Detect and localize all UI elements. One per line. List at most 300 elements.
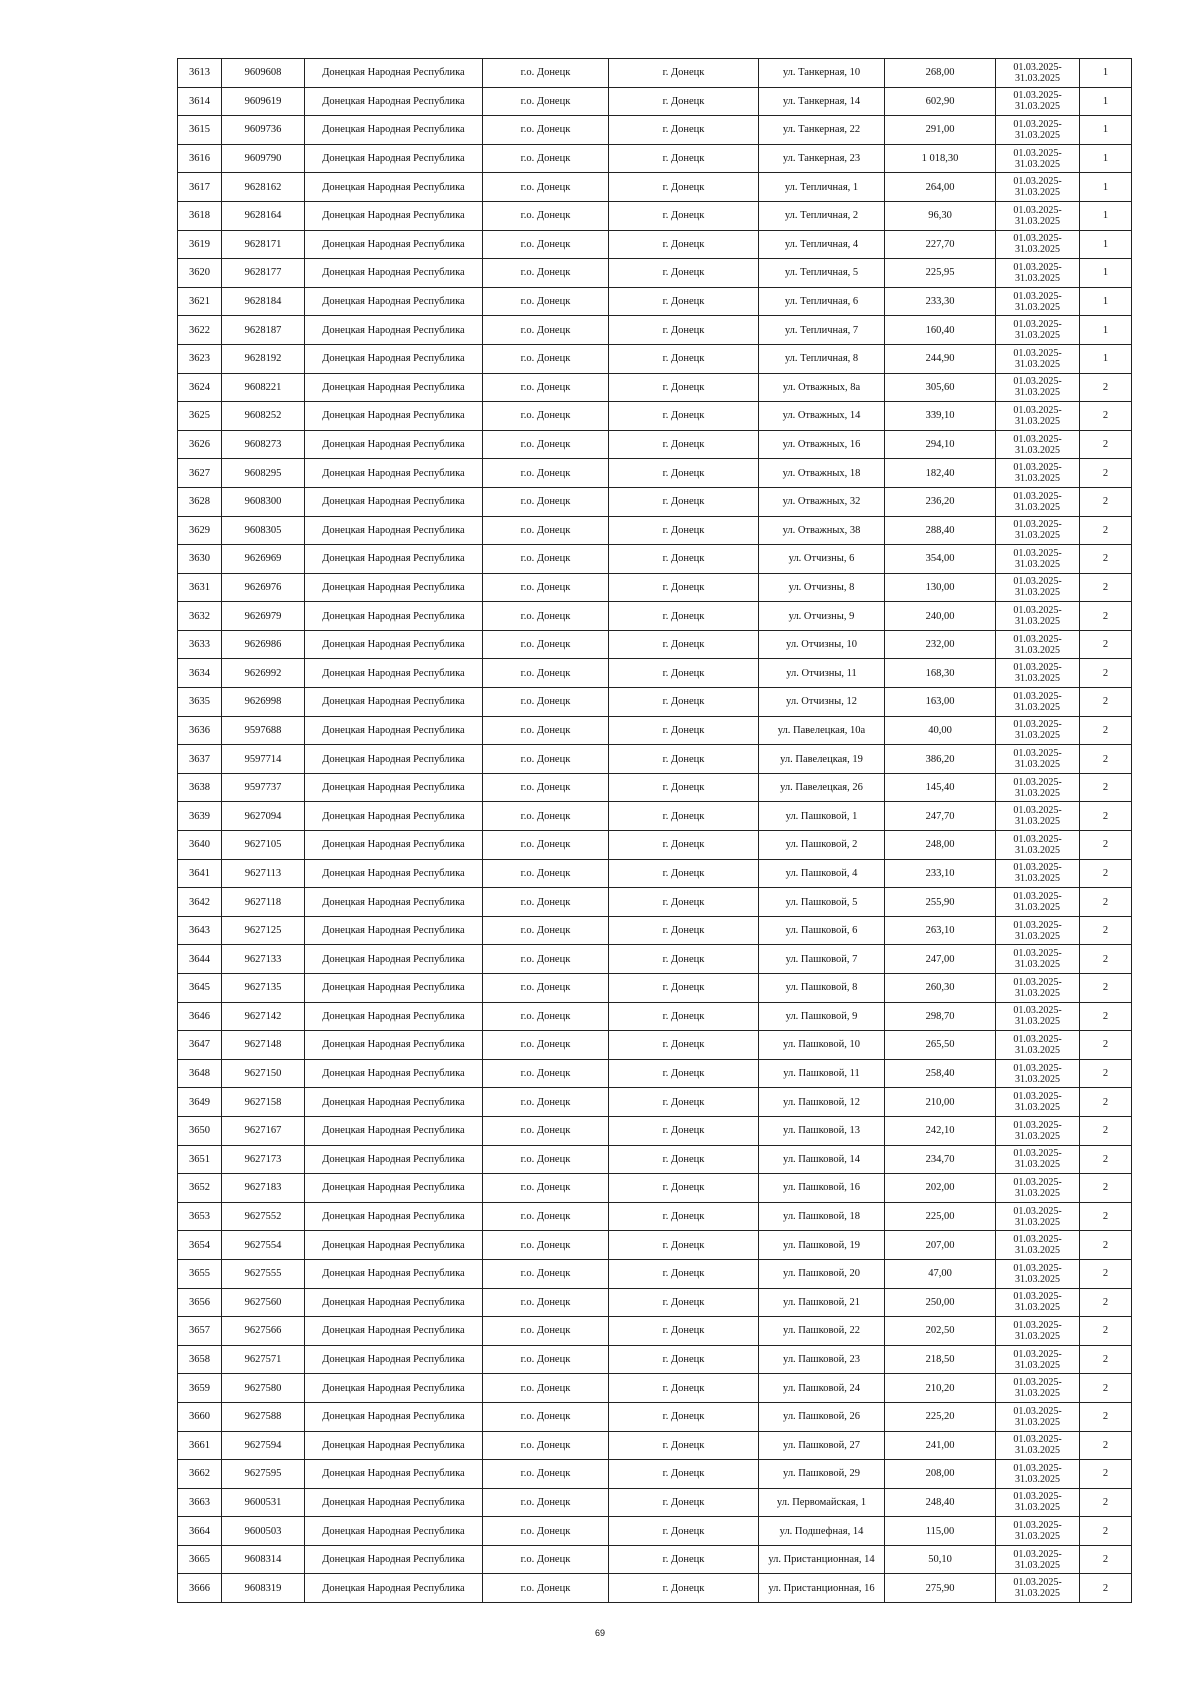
city-cell: г. Донецк (609, 230, 759, 259)
row-number-cell: 3647 (178, 1031, 222, 1060)
object-id-cell: 9608221 (222, 373, 305, 402)
address-cell: ул. Пашковой, 13 (759, 1116, 885, 1145)
row-number-cell: 3657 (178, 1317, 222, 1346)
row-number-cell: 3615 (178, 116, 222, 145)
period-cell (996, 1517, 1080, 1546)
table-row (178, 716, 1132, 745)
address-cell: ул. Отважных, 18 (759, 459, 885, 488)
object-id-cell: 9627135 (222, 974, 305, 1003)
category-cell: 1 (1080, 59, 1132, 88)
address-cell: ул. Пристанционная, 16 (759, 1574, 885, 1603)
address-cell: ул. Пашковой, 10 (759, 1031, 885, 1060)
address-cell: ул. Отважных, 16 (759, 430, 885, 459)
municipal-district-cell: г.о. Донецк (483, 773, 609, 802)
region-cell: Донецкая Народная Республика (305, 716, 483, 745)
area-cell: 602,90 (885, 87, 996, 116)
municipal-district-cell: г.о. Донецк (483, 573, 609, 602)
period-start: 01.03.2025- (1013, 547, 1062, 559)
period-cell (996, 573, 1080, 602)
municipal-district-cell: г.о. Донецк (483, 888, 609, 917)
period-end: 31.03.2025 (1015, 358, 1060, 370)
address-cell: ул. Пашковой, 29 (759, 1460, 885, 1489)
row-number-cell: 3621 (178, 287, 222, 316)
object-id-cell: 9628192 (222, 344, 305, 373)
region-cell: Донецкая Народная Республика (305, 1231, 483, 1260)
category-cell: 2 (1080, 802, 1132, 831)
object-id-cell: 9597688 (222, 716, 305, 745)
object-id-cell: 9609619 (222, 87, 305, 116)
city-cell: г. Донецк (609, 688, 759, 717)
city-cell: г. Донецк (609, 1374, 759, 1403)
row-number-cell: 3658 (178, 1345, 222, 1374)
row-number-cell: 3622 (178, 316, 222, 345)
category-cell: 2 (1080, 974, 1132, 1003)
city-cell: г. Донецк (609, 59, 759, 88)
area-cell: 241,00 (885, 1431, 996, 1460)
area-cell: 294,10 (885, 430, 996, 459)
table-row (178, 1517, 1132, 1546)
object-id-cell: 9627554 (222, 1231, 305, 1260)
municipal-district-cell: г.о. Донецк (483, 1031, 609, 1060)
city-cell: г. Донецк (609, 716, 759, 745)
period-cell (996, 430, 1080, 459)
period-cell (996, 1259, 1080, 1288)
region-cell: Донецкая Народная Республика (305, 1317, 483, 1346)
city-cell: г. Донецк (609, 459, 759, 488)
municipal-district-cell: г.о. Донецк (483, 716, 609, 745)
area-cell: 250,00 (885, 1288, 996, 1317)
object-id-cell: 9626979 (222, 602, 305, 631)
period-start: 01.03.2025- (1013, 261, 1062, 273)
region-cell: Донецкая Народная Республика (305, 573, 483, 602)
category-cell: 2 (1080, 1317, 1132, 1346)
period-cell (996, 1002, 1080, 1031)
municipal-district-cell: г.о. Донецк (483, 173, 609, 202)
address-cell: ул. Пашковой, 26 (759, 1402, 885, 1431)
object-id-cell: 9627125 (222, 916, 305, 945)
row-number-cell: 3649 (178, 1088, 222, 1117)
area-cell: 298,70 (885, 1002, 996, 1031)
area-cell: 182,40 (885, 459, 996, 488)
region-cell: Донецкая Народная Республика (305, 1574, 483, 1603)
row-number-cell: 3616 (178, 144, 222, 173)
address-cell: ул. Танкерная, 23 (759, 144, 885, 173)
city-cell: г. Донецк (609, 1488, 759, 1517)
area-cell: 240,00 (885, 602, 996, 631)
object-id-cell: 9626986 (222, 630, 305, 659)
period-end: 31.03.2025 (1015, 1073, 1060, 1085)
period-end: 31.03.2025 (1015, 1273, 1060, 1285)
region-cell: Донецкая Народная Республика (305, 659, 483, 688)
period-cell (996, 516, 1080, 545)
region-cell: Донецкая Народная Республика (305, 402, 483, 431)
row-number-cell: 3627 (178, 459, 222, 488)
category-cell: 1 (1080, 344, 1132, 373)
address-cell: ул. Отчизны, 8 (759, 573, 885, 602)
table-row (178, 344, 1132, 373)
category-cell: 1 (1080, 173, 1132, 202)
object-id-cell: 9627173 (222, 1145, 305, 1174)
region-cell: Донецкая Народная Республика (305, 1259, 483, 1288)
region-cell: Донецкая Народная Республика (305, 1431, 483, 1460)
category-cell: 2 (1080, 859, 1132, 888)
row-number-cell: 3640 (178, 831, 222, 860)
region-cell: Донецкая Народная Республика (305, 1174, 483, 1203)
period-cell (996, 316, 1080, 345)
table-row (178, 916, 1132, 945)
table-row (178, 974, 1132, 1003)
category-cell: 2 (1080, 945, 1132, 974)
period-cell (996, 1059, 1080, 1088)
object-id-cell: 9627113 (222, 859, 305, 888)
region-cell: Донецкая Народная Республика (305, 688, 483, 717)
object-id-cell: 9627588 (222, 1402, 305, 1431)
category-cell: 2 (1080, 1031, 1132, 1060)
period-end: 31.03.2025 (1015, 1559, 1060, 1571)
table-row (178, 1116, 1132, 1145)
object-id-cell: 9627150 (222, 1059, 305, 1088)
address-cell: ул. Тепличная, 2 (759, 201, 885, 230)
period-cell (996, 659, 1080, 688)
category-cell: 2 (1080, 1431, 1132, 1460)
region-cell: Донецкая Народная Республика (305, 259, 483, 288)
address-cell: ул. Отчизны, 11 (759, 659, 885, 688)
period-end: 31.03.2025 (1015, 1502, 1060, 1514)
municipal-district-cell: г.о. Донецк (483, 1574, 609, 1603)
category-cell: 2 (1080, 1202, 1132, 1231)
row-number-cell: 3645 (178, 974, 222, 1003)
city-cell: г. Донецк (609, 602, 759, 631)
table-row (178, 430, 1132, 459)
area-cell: 218,50 (885, 1345, 996, 1374)
period-end: 31.03.2025 (1015, 873, 1060, 885)
category-cell: 2 (1080, 1174, 1132, 1203)
city-cell: г. Донецк (609, 1059, 759, 1088)
row-number-cell: 3664 (178, 1517, 222, 1546)
address-cell: ул. Пашковой, 19 (759, 1231, 885, 1260)
period-end: 31.03.2025 (1015, 1216, 1060, 1228)
address-cell: ул. Отчизны, 6 (759, 545, 885, 574)
category-cell: 2 (1080, 373, 1132, 402)
municipal-district-cell: г.о. Донецк (483, 1402, 609, 1431)
city-cell: г. Донецк (609, 1431, 759, 1460)
period-start: 01.03.2025- (1013, 805, 1062, 817)
municipal-district-cell: г.о. Донецк (483, 1002, 609, 1031)
city-cell: г. Донецк (609, 116, 759, 145)
period-start: 01.03.2025- (1013, 776, 1062, 788)
table-row (178, 259, 1132, 288)
municipal-district-cell: г.о. Донецк (483, 287, 609, 316)
period-start: 01.03.2025- (1013, 1405, 1062, 1417)
row-number-cell: 3642 (178, 888, 222, 917)
table-row (178, 1317, 1132, 1346)
period-start: 01.03.2025- (1013, 719, 1062, 731)
period-start: 01.03.2025- (1013, 1176, 1062, 1188)
city-cell: г. Донецк (609, 344, 759, 373)
period-start: 01.03.2025- (1013, 1491, 1062, 1503)
period-cell (996, 1116, 1080, 1145)
region-cell: Донецкая Народная Республика (305, 316, 483, 345)
region-cell: Донецкая Народная Республика (305, 773, 483, 802)
period-start: 01.03.2025- (1013, 1062, 1062, 1074)
period-cell (996, 287, 1080, 316)
row-number-cell: 3637 (178, 745, 222, 774)
period-cell (996, 1345, 1080, 1374)
municipal-district-cell: г.о. Донецк (483, 659, 609, 688)
period-start: 01.03.2025- (1013, 1091, 1062, 1103)
category-cell: 2 (1080, 1517, 1132, 1546)
row-number-cell: 3634 (178, 659, 222, 688)
period-end: 31.03.2025 (1015, 530, 1060, 542)
city-cell: г. Донецк (609, 659, 759, 688)
area-cell: 255,90 (885, 888, 996, 917)
row-number-cell: 3655 (178, 1259, 222, 1288)
city-cell: г. Донецк (609, 859, 759, 888)
region-cell: Донецкая Народная Республика (305, 1059, 483, 1088)
table-row (178, 173, 1132, 202)
address-cell: ул. Танкерная, 22 (759, 116, 885, 145)
object-id-cell: 9597737 (222, 773, 305, 802)
city-cell: г. Донецк (609, 1517, 759, 1546)
period-end: 31.03.2025 (1015, 129, 1060, 141)
table-row (178, 230, 1132, 259)
period-start: 01.03.2025- (1013, 1033, 1062, 1045)
period-start: 01.03.2025- (1013, 1548, 1062, 1560)
category-cell: 2 (1080, 659, 1132, 688)
period-cell (996, 1145, 1080, 1174)
address-cell: ул. Отважных, 38 (759, 516, 885, 545)
address-cell: ул. Пашковой, 16 (759, 1174, 885, 1203)
area-cell: 247,00 (885, 945, 996, 974)
table-row (178, 859, 1132, 888)
municipal-district-cell: г.о. Донецк (483, 802, 609, 831)
period-end: 31.03.2025 (1015, 616, 1060, 628)
address-cell: ул. Тепличная, 4 (759, 230, 885, 259)
row-number-cell: 3623 (178, 344, 222, 373)
address-cell: ул. Первомайская, 1 (759, 1488, 885, 1517)
category-cell: 1 (1080, 116, 1132, 145)
row-number-cell: 3628 (178, 487, 222, 516)
table-row (178, 1145, 1132, 1174)
row-number-cell: 3636 (178, 716, 222, 745)
table-row (178, 316, 1132, 345)
period-start: 01.03.2025- (1013, 404, 1062, 416)
table-row (178, 745, 1132, 774)
period-end: 31.03.2025 (1015, 730, 1060, 742)
municipal-district-cell: г.о. Донецк (483, 1202, 609, 1231)
area-cell: 244,90 (885, 344, 996, 373)
period-start: 01.03.2025- (1013, 1148, 1062, 1160)
period-cell (996, 1574, 1080, 1603)
period-start: 01.03.2025- (1013, 490, 1062, 502)
period-start: 01.03.2025- (1013, 891, 1062, 903)
category-cell: 2 (1080, 745, 1132, 774)
area-cell: 115,00 (885, 1517, 996, 1546)
municipal-district-cell: г.о. Донецк (483, 1517, 609, 1546)
category-cell: 2 (1080, 773, 1132, 802)
row-number-cell: 3632 (178, 602, 222, 631)
period-cell (996, 59, 1080, 88)
region-cell: Донецкая Народная Республика (305, 344, 483, 373)
table-row (178, 402, 1132, 431)
period-start: 01.03.2025- (1013, 605, 1062, 617)
row-number-cell: 3617 (178, 173, 222, 202)
period-start: 01.03.2025- (1013, 519, 1062, 531)
city-cell: г. Донецк (609, 1145, 759, 1174)
period-cell (996, 688, 1080, 717)
address-cell: ул. Пашковой, 7 (759, 945, 885, 974)
period-cell (996, 373, 1080, 402)
region-cell: Донецкая Народная Республика (305, 1145, 483, 1174)
municipal-district-cell: г.о. Донецк (483, 916, 609, 945)
table-row (178, 487, 1132, 516)
municipal-district-cell: г.о. Донецк (483, 1174, 609, 1203)
period-start: 01.03.2025- (1013, 147, 1062, 159)
object-id-cell: 9627183 (222, 1174, 305, 1203)
area-cell: 234,70 (885, 1145, 996, 1174)
city-cell: г. Донецк (609, 1002, 759, 1031)
municipal-district-cell: г.о. Донецк (483, 745, 609, 774)
area-cell: 248,00 (885, 831, 996, 860)
object-id-cell: 9609608 (222, 59, 305, 88)
period-cell (996, 230, 1080, 259)
period-start: 01.03.2025- (1013, 1520, 1062, 1532)
address-cell: ул. Пашковой, 22 (759, 1317, 885, 1346)
period-end: 31.03.2025 (1015, 644, 1060, 656)
table-row (178, 1545, 1132, 1574)
table-row (178, 287, 1132, 316)
municipal-district-cell: г.о. Донецк (483, 459, 609, 488)
object-id-cell: 9608319 (222, 1574, 305, 1603)
period-cell (996, 859, 1080, 888)
period-end: 31.03.2025 (1015, 244, 1060, 256)
category-cell: 2 (1080, 716, 1132, 745)
period-cell (996, 1231, 1080, 1260)
category-cell: 1 (1080, 316, 1132, 345)
period-cell (996, 402, 1080, 431)
period-end: 31.03.2025 (1015, 1388, 1060, 1400)
area-cell: 227,70 (885, 230, 996, 259)
category-cell: 2 (1080, 1259, 1132, 1288)
period-cell (996, 1202, 1080, 1231)
period-start: 01.03.2025- (1013, 1262, 1062, 1274)
object-id-cell: 9609790 (222, 144, 305, 173)
address-cell: ул. Пашковой, 12 (759, 1088, 885, 1117)
city-cell: г. Донецк (609, 173, 759, 202)
period-end: 31.03.2025 (1015, 501, 1060, 513)
row-number-cell: 3619 (178, 230, 222, 259)
area-cell: 168,30 (885, 659, 996, 688)
city-cell: г. Донецк (609, 1231, 759, 1260)
region-cell: Донецкая Народная Республика (305, 802, 483, 831)
address-cell: ул. Отважных, 8а (759, 373, 885, 402)
area-cell: 50,10 (885, 1545, 996, 1574)
period-start: 01.03.2025- (1013, 290, 1062, 302)
region-cell: Донецкая Народная Республика (305, 430, 483, 459)
period-start: 01.03.2025- (1013, 690, 1062, 702)
object-id-cell: 9627580 (222, 1374, 305, 1403)
period-end: 31.03.2025 (1015, 101, 1060, 113)
row-number-cell: 3646 (178, 1002, 222, 1031)
city-cell: г. Донецк (609, 516, 759, 545)
object-id-cell: 9627148 (222, 1031, 305, 1060)
municipal-district-cell: г.о. Донецк (483, 1059, 609, 1088)
period-end: 31.03.2025 (1015, 1187, 1060, 1199)
row-number-cell: 3613 (178, 59, 222, 88)
region-cell: Донецкая Народная Республика (305, 144, 483, 173)
address-cell: ул. Тепличная, 1 (759, 173, 885, 202)
period-cell (996, 831, 1080, 860)
address-cell: ул. Пашковой, 2 (759, 831, 885, 860)
region-cell: Донецкая Народная Республика (305, 745, 483, 774)
period-end: 31.03.2025 (1015, 787, 1060, 799)
region-cell: Донецкая Народная Республика (305, 545, 483, 574)
table-row (178, 831, 1132, 860)
table-row (178, 630, 1132, 659)
region-cell: Донецкая Народная Республика (305, 1402, 483, 1431)
region-cell: Донецкая Народная Республика (305, 1031, 483, 1060)
object-id-cell: 9627560 (222, 1288, 305, 1317)
city-cell: г. Донецк (609, 1174, 759, 1203)
object-id-cell: 9628162 (222, 173, 305, 202)
area-cell: 263,10 (885, 916, 996, 945)
area-cell: 47,00 (885, 1259, 996, 1288)
period-cell (996, 602, 1080, 631)
area-cell: 291,00 (885, 116, 996, 145)
address-cell: ул. Пашковой, 1 (759, 802, 885, 831)
city-cell: г. Донецк (609, 487, 759, 516)
category-cell: 2 (1080, 430, 1132, 459)
city-cell: г. Донецк (609, 1574, 759, 1603)
period-end: 31.03.2025 (1015, 187, 1060, 199)
city-cell: г. Донецк (609, 1088, 759, 1117)
registry-table (177, 58, 1132, 1603)
object-id-cell: 9626992 (222, 659, 305, 688)
period-cell (996, 201, 1080, 230)
area-cell: 386,20 (885, 745, 996, 774)
row-number-cell: 3660 (178, 1402, 222, 1431)
row-number-cell: 3643 (178, 916, 222, 945)
row-number-cell: 3652 (178, 1174, 222, 1203)
table-row (178, 1059, 1132, 1088)
row-number-cell: 3633 (178, 630, 222, 659)
area-cell: 225,20 (885, 1402, 996, 1431)
area-cell: 208,00 (885, 1460, 996, 1489)
period-cell (996, 630, 1080, 659)
row-number-cell: 3614 (178, 87, 222, 116)
object-id-cell: 9627118 (222, 888, 305, 917)
address-cell: ул. Отчизны, 9 (759, 602, 885, 631)
period-start: 01.03.2025- (1013, 1291, 1062, 1303)
region-cell: Донецкая Народная Республика (305, 116, 483, 145)
table-row (178, 144, 1132, 173)
period-end: 31.03.2025 (1015, 1245, 1060, 1257)
city-cell: г. Донецк (609, 773, 759, 802)
row-number-cell: 3638 (178, 773, 222, 802)
period-end: 31.03.2025 (1015, 987, 1060, 999)
area-cell: 265,50 (885, 1031, 996, 1060)
area-cell: 236,20 (885, 487, 996, 516)
category-cell: 2 (1080, 1345, 1132, 1374)
area-cell: 225,00 (885, 1202, 996, 1231)
area-cell: 96,30 (885, 201, 996, 230)
object-id-cell: 9608314 (222, 1545, 305, 1574)
city-cell: г. Донецк (609, 630, 759, 659)
object-id-cell: 9628177 (222, 259, 305, 288)
object-id-cell: 9627566 (222, 1317, 305, 1346)
period-end: 31.03.2025 (1015, 158, 1060, 170)
municipal-district-cell: г.о. Донецк (483, 344, 609, 373)
